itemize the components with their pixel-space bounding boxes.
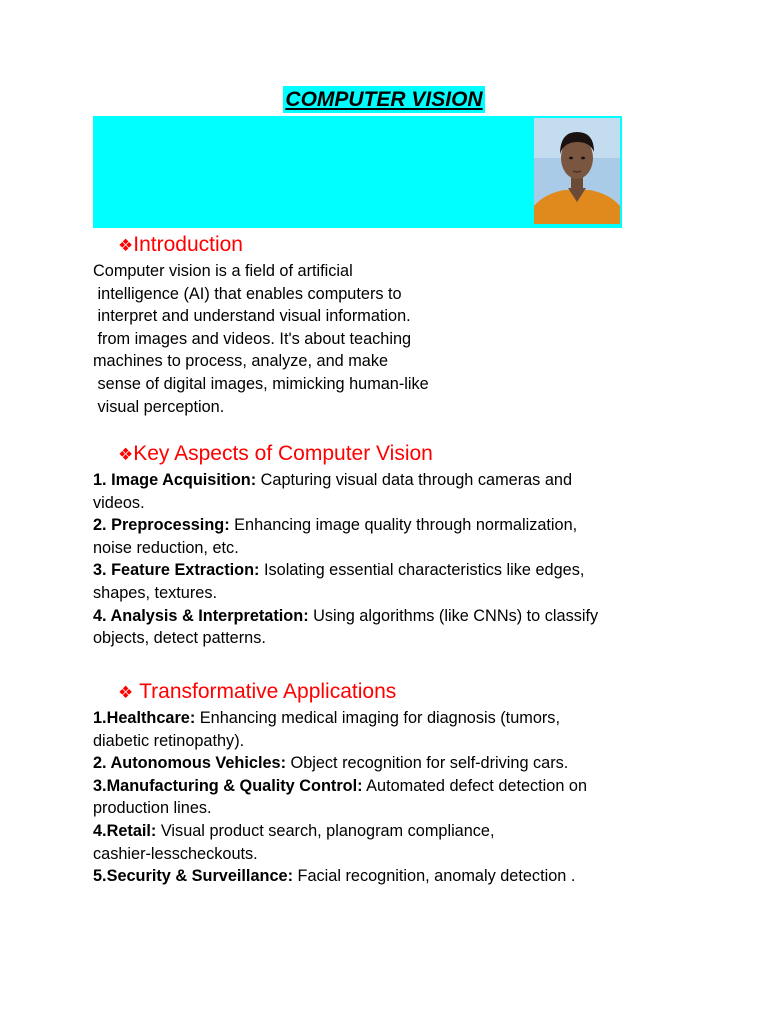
intro-line: sense of digital images, mimicking human-like [93, 374, 429, 393]
item-term: 3.Manufacturing & Quality Control: [93, 776, 363, 795]
item-text: Capturing visual data through cameras and [256, 471, 573, 489]
item-term: 5.Security & Surveillance: [93, 867, 293, 886]
item-text: Enhancing image quality through normalization, [229, 516, 578, 535]
item-term: 1. Image Acquisition: [93, 471, 257, 489]
item-term: 3. Feature Extraction: [93, 561, 260, 580]
page-title: COMPUTER VISION [285, 88, 483, 111]
intro-line: visual perception. [93, 397, 225, 416]
item-text: Isolating essential characteristics like edges, [259, 561, 585, 580]
item-term: 1.Healthcare: [93, 709, 196, 727]
list-item-continuation: objects, detect patterns. [93, 629, 266, 648]
diamond-bullet-icon: ❖ [118, 683, 134, 703]
intro-line: Computer vision is a field of artificial [93, 262, 353, 280]
item-term: 2. Preprocessing: [93, 516, 230, 535]
diamond-bullet-icon: ❖ [118, 236, 134, 256]
intro-line: intelligence (AI) that enables computers to [93, 284, 402, 303]
applications-heading [118, 679, 396, 706]
list-item-continuation: diabetic retinopathy). [93, 731, 245, 750]
list-item-continuation: cashier-lesscheckouts. [93, 844, 258, 863]
list-item-continuation: videos. [93, 493, 145, 512]
list-item-continuation: noise reduction, etc. [93, 538, 239, 557]
key-aspects-heading [118, 441, 433, 468]
list-item [93, 605, 693, 628]
list-item-continuation: production lines. [93, 799, 212, 818]
header-banner [93, 116, 622, 228]
applications-list [93, 707, 693, 888]
list-item [93, 820, 693, 843]
item-term: 2. Autonomous Vehicles: [93, 754, 286, 773]
item-text: Visual product search, planogram compliance, [156, 821, 495, 840]
list-item-continuation: shapes, textures. [93, 583, 217, 602]
item-text: Enhancing medical imaging for diagnosis (tumors, [195, 709, 560, 727]
key-aspects-heading-text: Key Aspects of Computer Vision [133, 442, 433, 465]
item-text: Facial recognition, anomaly detection . [293, 867, 576, 886]
list-item [93, 752, 693, 775]
intro-paragraph [93, 260, 693, 418]
list-item [93, 775, 693, 798]
item-text: Using algorithms (like CNNs) to classify [308, 606, 599, 625]
item-text: Automated defect detection on [362, 776, 588, 795]
title-wrapper [0, 86, 768, 113]
item-text: Object recognition for self-driving cars. [286, 754, 569, 773]
list-item [93, 559, 693, 582]
intro-heading [118, 232, 243, 259]
diamond-bullet-icon: ❖ [118, 445, 134, 465]
list-item [93, 469, 693, 492]
intro-heading-text: Introduction [133, 233, 243, 256]
intro-line: interpret and understand visual information. [93, 307, 411, 326]
item-term: 4. Analysis & Interpretation: [93, 606, 309, 625]
intro-line: machines to process, analyze, and make [93, 352, 389, 371]
item-term: 4.Retail: [93, 821, 157, 840]
applications-heading-text: Transformative Applications [139, 680, 397, 703]
key-aspects-list [93, 469, 693, 650]
intro-line: from images and videos. It's about teaching [93, 329, 412, 348]
portrait-photo [534, 118, 620, 224]
list-item [93, 707, 693, 730]
list-item [93, 514, 693, 537]
portrait-icon [534, 118, 620, 224]
list-item [93, 865, 693, 888]
